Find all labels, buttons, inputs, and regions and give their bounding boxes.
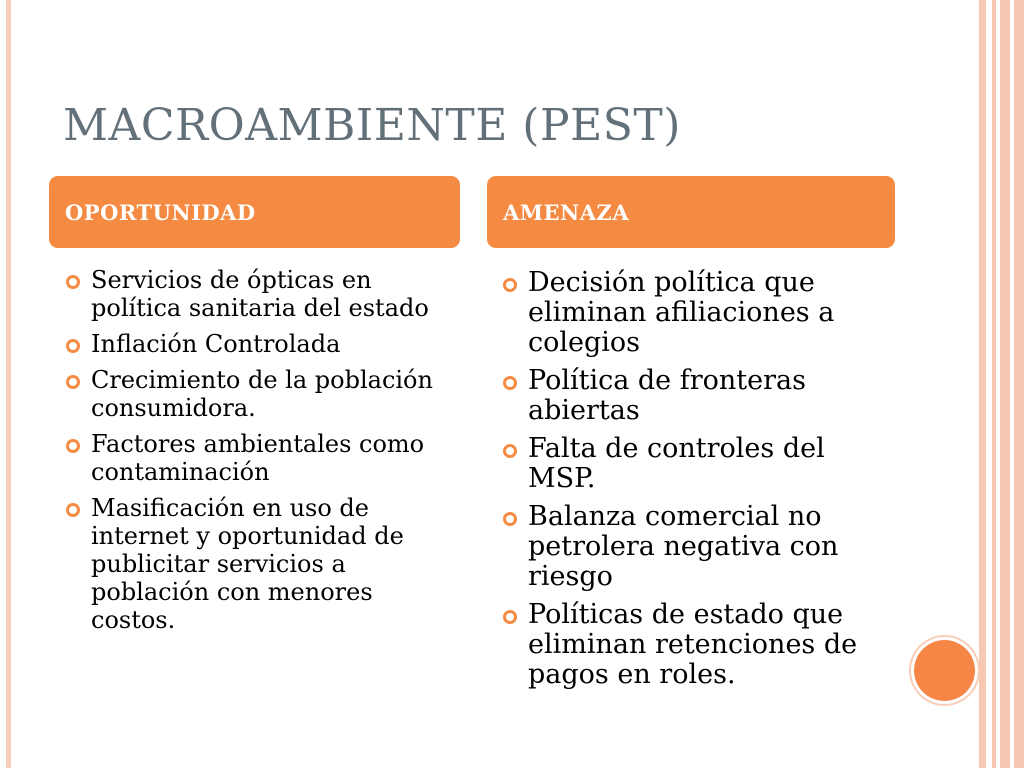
bullet-icon <box>503 278 517 292</box>
bullet-icon <box>503 512 517 526</box>
opportunity-list <box>66 266 456 642</box>
list-item: Política de fronteras abiertas <box>503 366 887 426</box>
bullet-icon <box>503 610 517 624</box>
threat-header-label: AMENAZA <box>503 199 630 225</box>
slide-title: MACROAMBIENTE (PEST) <box>63 100 681 151</box>
opportunity-header <box>49 176 460 248</box>
threat-header <box>487 176 895 248</box>
bullet-icon <box>66 339 80 353</box>
bullet-icon <box>66 375 80 389</box>
bullet-icon <box>66 275 80 289</box>
list-item: Inflación Controlada <box>66 330 456 358</box>
list-item: Factores ambientales como contaminación <box>66 430 456 486</box>
bullet-icon <box>66 439 80 453</box>
list-item: Servicios de ópticas en política sanitaria del estado <box>66 266 456 322</box>
left-border-line <box>6 0 11 768</box>
list-item: Decisión política que eliminan afiliaciones a colegios <box>503 268 887 358</box>
list-item: Crecimiento de la población consumidora. <box>66 366 456 422</box>
threat-list <box>503 268 887 698</box>
list-item: Políticas de estado que eliminan retenciones de pagos en roles. <box>503 600 887 690</box>
bullet-icon <box>503 444 517 458</box>
list-item: Masificación en uso de internet y oportunidad de publicitar servicios a población con menores costos. <box>66 494 456 634</box>
opportunity-header-label: OPORTUNIDAD <box>65 199 256 225</box>
decorative-stripes <box>976 0 1024 768</box>
decorative-circle <box>914 640 975 701</box>
bullet-icon <box>503 376 517 390</box>
list-item: Balanza comercial no petrolera negativa con riesgo <box>503 502 887 592</box>
bullet-icon <box>66 503 80 517</box>
list-item: Falta de controles del MSP. <box>503 434 887 494</box>
